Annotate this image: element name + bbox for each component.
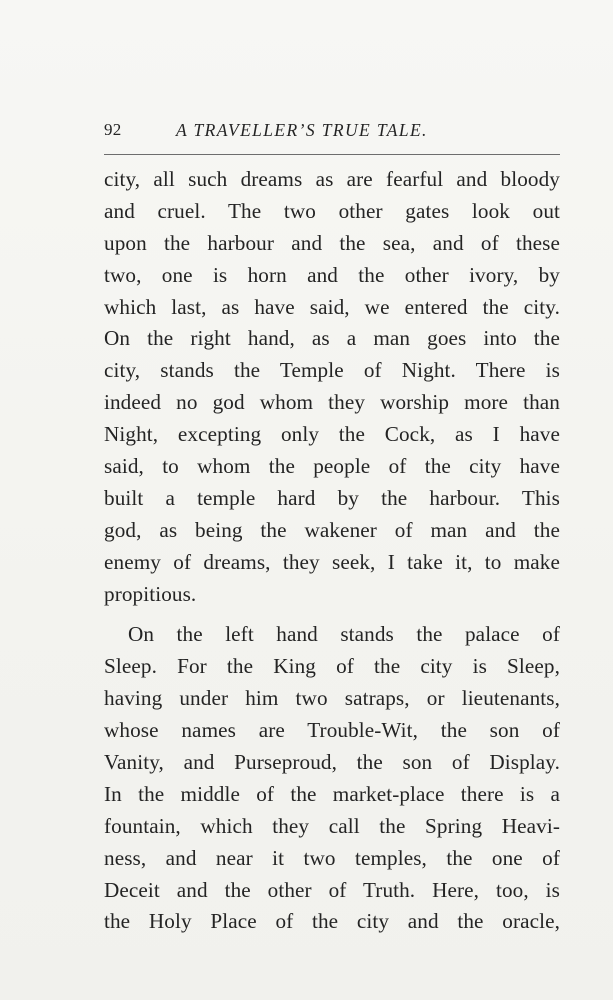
page-number: 92 xyxy=(104,120,122,139)
text-line: In the middle of the market-place there is a xyxy=(104,781,560,806)
text-line: On the right hand, as a man goes into the xyxy=(104,326,560,351)
text-line: upon the harbour and the sea, and of these xyxy=(104,230,560,255)
text-line: Sleep. For the King of the city is Sleep, xyxy=(104,654,560,679)
text-line: city, all such dreams as are fearful and bloody xyxy=(104,167,560,191)
text-line: Vanity, and Purseproud, the son of Display. xyxy=(104,750,560,775)
text-line: whose names are Trouble-Wit, the son of xyxy=(104,718,560,743)
text-line: the Holy Place of the city and the oracle, xyxy=(104,909,560,934)
text-line: enemy of dreams, they seek, I take it, to make xyxy=(104,549,560,574)
text-line: said, to whom the people of the city have xyxy=(104,454,560,479)
running-title: A TRAVELLER’S TRUE TALE. xyxy=(176,120,428,140)
paragraph-1 xyxy=(104,164,560,610)
text-line: having under him two satraps, or lieutenants, xyxy=(104,686,560,711)
text-line: propitious. xyxy=(104,581,197,606)
text-line: Deceit and the other of Truth. Here, too, is xyxy=(104,877,560,902)
header-rule xyxy=(104,154,560,155)
text-line: fountain, which they call the Spring Heavi- xyxy=(104,813,560,838)
text-line: indeed no god whom they worship more than xyxy=(104,390,560,415)
text-line: city, stands the Temple of Night. There is xyxy=(104,358,560,383)
text-line: Night, excepting only the Cock, as I have xyxy=(104,422,560,447)
text-line: two, one is horn and the other ivory, by xyxy=(104,262,560,287)
paragraph-gap xyxy=(104,610,560,619)
text-line: which last, as have said, we entered the city. xyxy=(104,294,560,319)
text-line: ness, and near it two temples, the one of xyxy=(104,845,560,870)
text-line: On the left hand stands the palace of xyxy=(128,622,560,647)
text-line: god, as being the wakener of man and the xyxy=(104,517,560,542)
paragraph-2 xyxy=(104,619,560,938)
running-head xyxy=(104,120,560,144)
body-text xyxy=(104,164,560,938)
text-line: and cruel. The two other gates look out xyxy=(104,198,560,223)
text-line: built a temple hard by the harbour. This xyxy=(104,485,560,510)
